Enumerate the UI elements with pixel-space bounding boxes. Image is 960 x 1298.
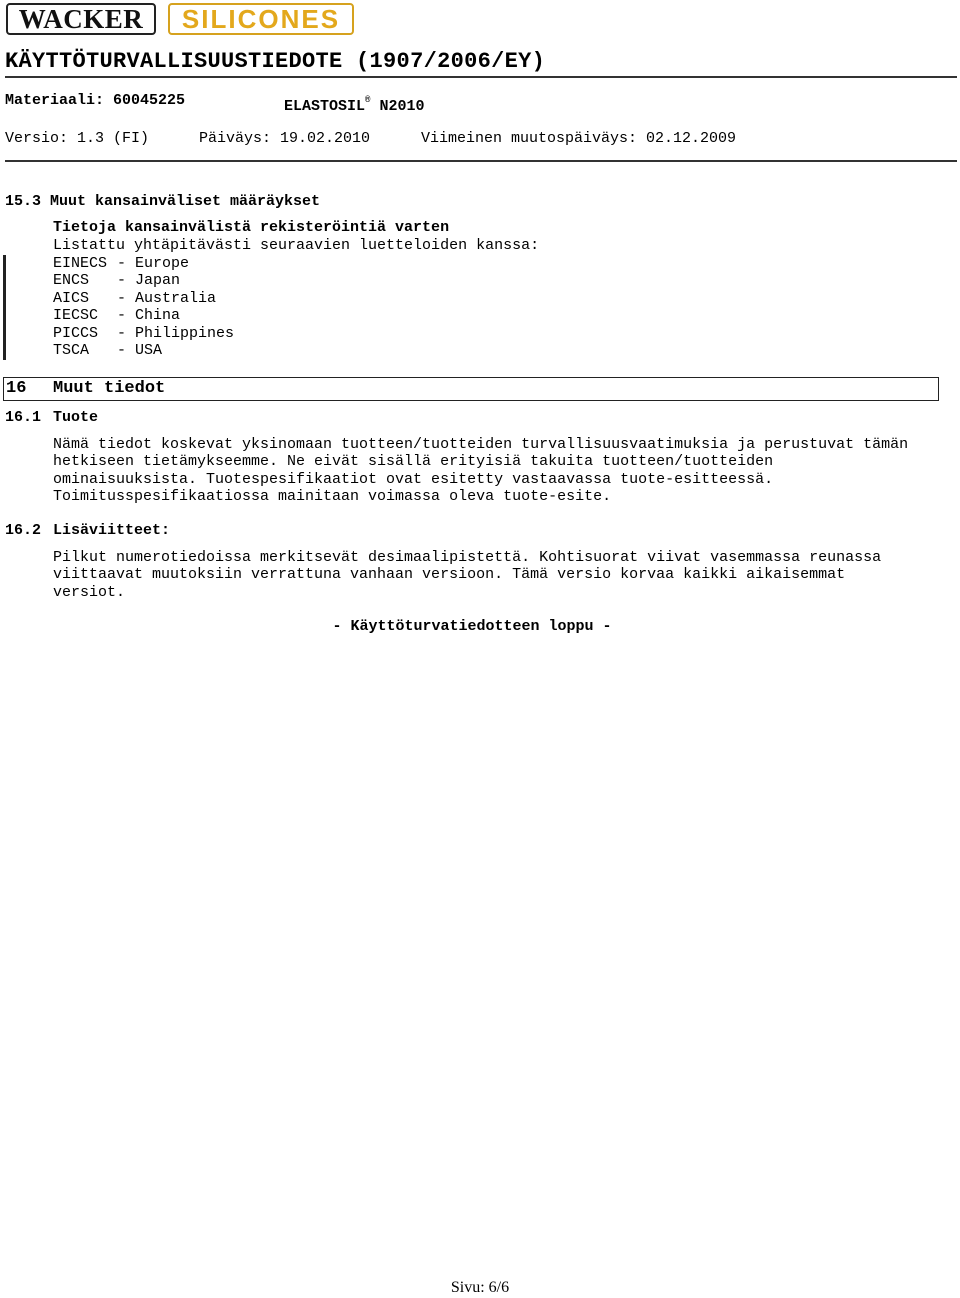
last-revision-date: Viimeinen muutospäiväys: 02.12.2009 [421, 130, 737, 147]
product-code: N2010 [379, 98, 425, 115]
paragraph-line: Pilkut numerotiedoissa merkitsevät desimaalipistettä. Kohtisuorat viivat vasemmassa reunassa [53, 549, 882, 566]
version-info: Versio: 1.3 (FI) [5, 130, 150, 147]
wacker-logo [6, 3, 156, 35]
register-item [53, 255, 234, 272]
registration-intro: Listattu yhtäpitävästi seuraavien luetteloiden kanssa: [53, 237, 540, 254]
register-item [53, 290, 234, 307]
page-number: Sivu: 6/6 [450, 1279, 510, 1296]
registration-subheading: Tietoja kansainvälistä rekisteröintiä varten [53, 219, 450, 236]
register-code: EINECS [53, 255, 108, 272]
product-name: ELASTOSIL [284, 98, 366, 115]
change-bar [3, 255, 6, 360]
subsection-16-1-title: Tuote [53, 409, 99, 426]
subsection-16-1-number: 16.1 [5, 409, 42, 426]
paragraph-line: Nämä tiedot koskevat yksinomaan tuotteen/tuotteiden turvallisuusvaatimuksia ja perustuvat tämän [53, 436, 909, 453]
register-code: ENCS [53, 272, 90, 290]
material-number: Materiaali: 60045225 [5, 92, 186, 109]
paragraph-line: Toimitusspesifikaatiossa mainitaan voimassa oleva tuote-esite. [53, 488, 612, 506]
register-item [53, 272, 234, 289]
register-region: - Japan [117, 272, 181, 290]
wacker-logo-text: WACKER [18, 3, 144, 34]
register-code: TSCA [53, 342, 90, 360]
header-rule-top [5, 76, 957, 78]
subsection-16-2-body [53, 549, 881, 601]
silicones-logo-text: SILICONES [181, 3, 341, 34]
register-code: PICCS [53, 324, 99, 342]
section-16-title: Muut tiedot [53, 379, 166, 398]
issue-date: Päiväys: 19.02.2010 [199, 130, 371, 147]
registered-mark: ® [365, 95, 371, 105]
document-end-marker: - Käyttöturvatiedotteen loppu - [332, 618, 612, 635]
register-region: - Philippines [117, 324, 235, 342]
subsection-16-2-number: 16.2 [5, 522, 42, 539]
register-code: AICS [53, 289, 90, 307]
register-region: - USA [117, 342, 163, 360]
register-item [53, 342, 234, 359]
subsection-16-2-title: Lisäviitteet: [53, 522, 171, 539]
section-16-number: 16 [6, 379, 27, 398]
register-item [53, 325, 234, 342]
product-name-line [284, 92, 424, 115]
register-item [53, 307, 234, 324]
register-region: - Australia [117, 289, 217, 307]
paragraph-line: versiot. [53, 583, 126, 601]
paragraph-line: viittaavat muutoksiin verrattuna vanhaan versioon. Tämä versio korvaa kaikki aikaisemmat [53, 566, 846, 584]
register-region: - China [117, 307, 181, 325]
subsection-16-1-body [53, 436, 908, 506]
paragraph-line: ominaisuuksista. Tuotespesifikaatiot ovat esitetty vastaavassa tuote-esitteessä. [53, 470, 774, 488]
register-list [53, 255, 234, 359]
register-code: IECSC [53, 307, 99, 325]
register-region: - Europe [117, 255, 190, 272]
silicones-logo [168, 3, 354, 35]
paragraph-line: hetkiseen tietämykseemme. Ne eivät sisällä erityisiä takuita tuotteen/tuotteiden [53, 453, 774, 471]
header-rule-bottom [5, 160, 957, 162]
document-title: KÄYTTÖTURVALLISUUSTIEDOTE (1907/2006/EY) [5, 49, 546, 74]
section-15-3-heading: 15.3 Muut kansainväliset määräykset [5, 193, 321, 210]
